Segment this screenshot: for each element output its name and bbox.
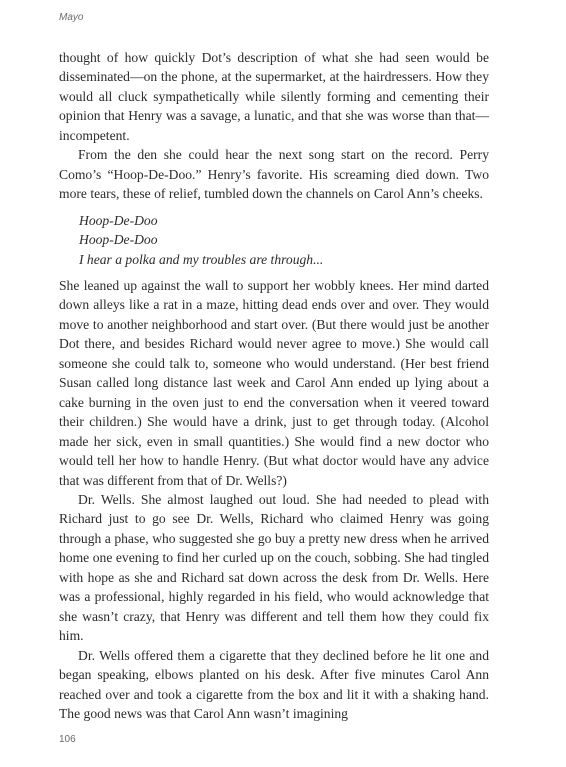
paragraph: Dr. Wells. She almost laughed out loud. She had needed to plead with Richard just to go see Dr. Wells, Richard who claimed Henry was going through a phase, who suggested she go buy a pretty new dress when he arrived home one evening to find her curled up on the couch, sobbing. She had tingled with hope as she and Richard sat down across the desk from Dr. Wells. Here was a professional, highly regarded in his field, who would acknowledge that she wasn’t crazy, that Henry was different and tell them how they could fix him. bbox=[59, 491, 489, 644]
paragraph: She leaned up against the wall to support her wobbly knees. Her mind darted down alleys like a rat in a maze, hitting dead ends over and over. They would move to another neighborhood and start over. (But there would just be another Dot there, and besides Richard would never agree to move.) She would call someone she could talk to, someone who would understand. (Her best friend Susan called long distance last week and Carol Ann ended up lying about a cake burning in the oven just to end the conversation when it veered toward their children.) She would have a drink, just to get through today. (Alcohol made her sick, even in small quantities.) She would find a new doctor who would tell her how to handle Henry. (But what doctor would have any advice that was different from that of Dr. Wells?) bbox=[59, 277, 489, 488]
lyric-line: Hoop-De-Doo bbox=[79, 232, 158, 248]
lyric-line: Hoop-De-Doo bbox=[79, 212, 158, 228]
lyric-line: I hear a polka and my troubles are through... bbox=[79, 251, 324, 267]
paragraph: thought of how quickly Dot’s description of what she had seen would be disseminated—on the phone, at the supermarket, at the hairdressers. How they would all cluck sympathetically while silently forming and cementing their opinion that Henry was a savage, a lunatic, and that she was worse than that—incompetent. bbox=[59, 50, 489, 143]
body-text bbox=[59, 48, 489, 723]
song-lyrics bbox=[79, 211, 489, 269]
paragraph: Dr. Wells offered them a cigarette that they declined before he lit one and began speaking, elbows planted on his desk. After five minutes Carol Ann reached over and took a cigarette from the box and lit it with a shaking hand. The good news was that Carol Ann wasn’t imagining bbox=[59, 647, 489, 721]
page-number: 106 bbox=[59, 734, 76, 745]
running-head: Mayo bbox=[59, 12, 84, 23]
paragraph: From the den she could hear the next song start on the record. Perry Como’s “Hoop-De-Doo.” Henry’s favorite. His screaming died down. Two more tears, these of relief, tumbled down the channels on Carol Ann’s cheeks. bbox=[59, 147, 489, 202]
